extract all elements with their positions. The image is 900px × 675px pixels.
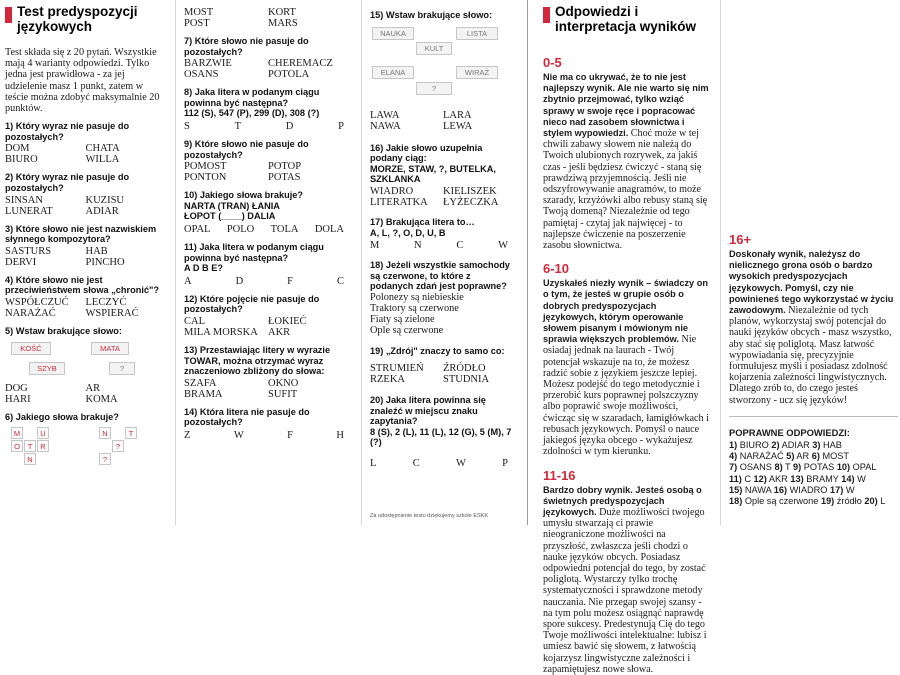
answers-1 bbox=[5, 143, 166, 165]
answer: Z bbox=[184, 429, 191, 441]
answer: L bbox=[370, 457, 377, 469]
answer: OKNO bbox=[268, 377, 299, 389]
test-title: Test predyspozycji językowych bbox=[17, 4, 138, 34]
grid-cell: O bbox=[11, 440, 23, 452]
answer: Ople są czerwone bbox=[370, 325, 444, 337]
question-7: 7) Które słowo nie pasuje do pozostałych? bbox=[184, 36, 309, 57]
results-header bbox=[543, 4, 711, 34]
answers-14 bbox=[184, 430, 352, 441]
grid-cell: N bbox=[99, 427, 111, 439]
answer: OSANS bbox=[184, 69, 219, 81]
range-body: Niezależnie od tych planów, wykorzystaj swój potencjał do nauki języków obcych - masz wszystko, aby stać się poliglotą. Masz łatwość wypowiadania się, precyzyjnie formułujesz myśli i posiadasz zdolność kojarzenia zależności lingwistycznych. Dlatego zrób to, do czego jesteś stworzony - ucz się języków! bbox=[729, 305, 892, 406]
puzzle-tile: KULT bbox=[416, 42, 452, 55]
puzzle-tile: ELANA bbox=[372, 66, 414, 79]
question-8: 8) Jaka litera w podanym ciągu powinna być następna? bbox=[184, 87, 320, 108]
answer: CHEREMACZ bbox=[268, 58, 333, 70]
test-intro: Test składa się z 20 pytań. Wszystkie mają 4 warianty odpowiedzi. Tylko jedna jest prawidłowa - za jej udzielenie masz 1 punkt, zatem w teście można zdobyć maksymalnie 20 punktów. bbox=[5, 47, 160, 115]
answers-2 bbox=[5, 195, 166, 217]
answer: OPAL bbox=[184, 223, 211, 235]
question-17: 17) Brakująca litera to… bbox=[370, 216, 475, 227]
question-10: 10) Jakiego słowa brakuje? bbox=[184, 190, 303, 201]
grid-cell: ? bbox=[99, 453, 111, 465]
answers-17 bbox=[370, 240, 516, 251]
answer: CAL bbox=[184, 315, 205, 327]
answer: POTOLA bbox=[268, 69, 310, 81]
answer-key-row: 7) OSANS 8) T 9) POTAS 10) OPAL bbox=[729, 462, 877, 473]
column-5 bbox=[726, 0, 900, 525]
answer: KIELISZEK bbox=[443, 185, 497, 197]
answer: POTOP bbox=[268, 161, 302, 173]
answer-key-row: 11) C 12) AKR 13) BRAMY 14) W bbox=[729, 473, 866, 484]
answer: ŁYŻECZKA bbox=[443, 196, 499, 208]
answer: POLO bbox=[226, 223, 255, 235]
puzzle-tile: ? bbox=[416, 82, 452, 95]
letter-grid-2 bbox=[99, 427, 137, 465]
question-20-sequence: 8 (S), 2 (L), 11 (L), 12 (G), 5 (M), 7 (?) bbox=[370, 426, 512, 448]
answer: W bbox=[233, 429, 244, 441]
range-text bbox=[543, 278, 711, 457]
answer: POMOST bbox=[184, 161, 227, 173]
grid-cell: U bbox=[37, 427, 49, 439]
answer: STUDNIA bbox=[443, 373, 490, 385]
answer: ADIAR bbox=[85, 205, 119, 217]
range-text bbox=[543, 72, 711, 251]
answers-4 bbox=[5, 297, 166, 319]
answer: T bbox=[234, 120, 242, 132]
answer: KUZISU bbox=[85, 194, 124, 206]
answer: MOST bbox=[184, 7, 214, 18]
question-10-example: NARTA (TRAN) ŁANIA bbox=[184, 200, 280, 211]
range-text bbox=[543, 485, 711, 675]
column-3 bbox=[366, 0, 520, 525]
puzzle-6 bbox=[5, 425, 166, 475]
answer: POTAS bbox=[268, 172, 301, 184]
answer: WSPÓŁCZUĆ bbox=[5, 296, 69, 308]
question-14: 14) Która litera nie pasuje do pozostałych? bbox=[184, 406, 310, 428]
question-6: 6) Jakiego słowa brakuje? bbox=[5, 411, 119, 422]
answer: D bbox=[285, 120, 294, 132]
answer: KOMA bbox=[85, 393, 118, 405]
answer: ŹRÓDŁO bbox=[443, 362, 486, 374]
test-header bbox=[5, 4, 166, 34]
answer: LARA bbox=[443, 109, 472, 121]
answer: DOG bbox=[5, 382, 28, 394]
question-10-puzzle: ŁOPOT (____) DALIA bbox=[184, 211, 276, 222]
answer: PONTON bbox=[184, 172, 227, 184]
answer: SASTURS bbox=[5, 245, 52, 257]
answers-15 bbox=[370, 110, 516, 132]
question-3: 3) Które słowo nie jest nazwiskiem słynnego kompozytora? bbox=[5, 223, 157, 245]
answer: KORT bbox=[268, 7, 296, 18]
answer: ŁOKIEĆ bbox=[268, 315, 307, 327]
question-5: 5) Wstaw brakujące słowo: bbox=[5, 325, 122, 336]
puzzle-15 bbox=[370, 24, 516, 104]
answer: WIADRO bbox=[370, 185, 414, 197]
grid-cell: N bbox=[24, 453, 36, 465]
answers-title: POPRAWNE ODPOWIEDZI: bbox=[729, 426, 850, 438]
answers-6 bbox=[184, 7, 352, 29]
answers-11 bbox=[184, 276, 352, 287]
answer: NARAŻAĆ bbox=[5, 307, 56, 319]
range-label: 6-10 bbox=[543, 261, 570, 277]
question-13: 13) Przestawiając litery w wyrazie TOWAR, można otrzymać wyraz znaczeniowo zbliżony do słowa: bbox=[184, 344, 331, 377]
answer: A bbox=[184, 275, 192, 287]
puzzle-tile: SZYB bbox=[29, 362, 65, 375]
answer: AKR bbox=[268, 326, 291, 338]
question-20: 20) Jaka litera powinna się znaleźć w miejscu znaku zapytania? bbox=[370, 394, 486, 427]
answer: AR bbox=[85, 382, 101, 394]
answer: W bbox=[498, 240, 508, 252]
grid-cell: R bbox=[37, 440, 49, 452]
range-lead: Nie ma co ukrywać, że to nie jest najlepszy wynik. Ale nie warto się nim zbytnio przejmować, tylko wziąć sprawy w swoje ręce i popracować nieco nad zasobem słownictwa i stylem wypowiedzi. bbox=[543, 72, 709, 139]
answer: M bbox=[370, 240, 380, 252]
answers-13 bbox=[184, 378, 352, 400]
answer: STRUMIEŃ bbox=[370, 362, 424, 374]
range-lead: Doskonały wynik, należysz do nielicznego grona osób o bardzo wysokich predyspozycjach językowych. Pomyśl, czy nie powinieneś tego wykorzystać w życiu zawodowym. bbox=[729, 249, 894, 316]
answers-7 bbox=[184, 58, 352, 80]
answer: DOM bbox=[5, 143, 30, 155]
answer-key-row: 1) BIURO 2) ADIAR 3) HAB bbox=[729, 439, 842, 450]
question-12: 12) Które pojęcie nie pasuje do pozostałych? bbox=[184, 293, 320, 315]
answer: RZEKA bbox=[370, 373, 405, 385]
answer: POST bbox=[184, 18, 210, 29]
letter-grid-1 bbox=[11, 427, 49, 465]
answers-18 bbox=[370, 292, 516, 336]
answer-key-row: 15) NAWA 16) WIADRO 17) W bbox=[729, 485, 855, 496]
answers-16 bbox=[370, 186, 516, 208]
question-8-sequence: 112 (S), 547 (P), 299 (D), 308 (?) bbox=[184, 108, 320, 119]
answer: F bbox=[287, 275, 293, 287]
answer: CHATA bbox=[85, 143, 120, 155]
grid-cell: ? bbox=[112, 440, 124, 452]
answer: HARI bbox=[5, 393, 31, 405]
answer: WILLA bbox=[85, 154, 120, 166]
puzzle-tile: LISTA bbox=[456, 27, 498, 40]
answers-5 bbox=[5, 383, 166, 405]
answer: HAB bbox=[85, 245, 108, 257]
question-11-sequence: A D B E? bbox=[184, 263, 223, 274]
answers-19 bbox=[370, 363, 516, 385]
answer: TOLA bbox=[270, 223, 299, 235]
range-lead: Uzyskałeś niezły wynik – świadczy on o tym, że jesteś w grupie osób o dobrych predyspozycjach językowych, którym operowanie słowem pisanym i mówionym nie sprawia większych problemów. bbox=[543, 278, 708, 345]
divider bbox=[729, 416, 898, 417]
answer: BARZWIE bbox=[184, 58, 232, 70]
answer: N bbox=[414, 240, 422, 252]
answers-12 bbox=[184, 316, 352, 338]
puzzle-tile: ? bbox=[109, 362, 135, 375]
answer-key-row: 4) NARAŻAĆ 5) AR 6) MOST bbox=[729, 451, 850, 462]
grid-cell: T bbox=[24, 440, 36, 452]
puzzle-tile: WIRAŻ bbox=[456, 66, 498, 79]
answers-8 bbox=[184, 121, 352, 132]
column-2 bbox=[180, 0, 356, 525]
range-text bbox=[729, 249, 898, 406]
answer: W bbox=[455, 457, 466, 469]
puzzle-tile: MATA bbox=[91, 342, 129, 355]
range-body: Choć może w tej chwili zabawy słowem nie należą do Twoich ulubionych rozrywek, za jakiś czas - jeśli będziesz ćwiczyć - staną się prawdziwą przyjemnością. Jeśli nie odszyfrowywanie anagramów, to może szarady, krzyżówki albo rebusy staną się Twoją domeną? Niezależnie od tego pamiętaj - czytaj jak najwięcej - to najlepsze ćwiczenie na poszerzenie zasobu słownictwa. bbox=[543, 128, 708, 252]
question-16-sequence: MORZE, STAW, ?, BUTELKA, SZKLANKA bbox=[370, 163, 496, 185]
answer: NAWA bbox=[370, 120, 401, 132]
range-label: 16+ bbox=[729, 232, 752, 247]
question-4: 4) Które słowo nie jest przeciwieństwem słowa „chronić"? bbox=[5, 274, 159, 296]
column-4 bbox=[540, 0, 715, 675]
answer: SZAFA bbox=[184, 377, 217, 389]
answer: BRAMA bbox=[184, 388, 223, 400]
range-label: 0-5 bbox=[543, 55, 562, 70]
answer-key-row: 18) Ople są czerwone 19) źródło 20) L bbox=[729, 496, 886, 507]
puzzle-tile: NAUKA bbox=[372, 27, 414, 40]
title-marker bbox=[5, 7, 12, 23]
question-2: 2) Który wyraz nie pasuje do pozostałych? bbox=[5, 172, 130, 193]
range-body: Duże możliwości twojego umysłu stwarzają ci prawie nieograniczone możliwości na przyszłość, zwłaszcza jeśli chodzi o nauke języków obcych. Posiadasz odpowiedni potencjał do tego, by zostać poliglotą. Wystarczy tylko trochę systematyczności i sprawdzone metody nauczania. Nie przegap swojej szansy - na tym polu możesz osiągnąć naprawdę spore sukcesy. Predestynują Cię do tego Twoje możliwości intelektualne: lubisz i umiesz bawić się słowem, z łatwością kojarzysz lingwistyczne zależności i zapamiętujesz nowe słowa. bbox=[543, 506, 707, 675]
question-11: 11) Jaka litera w podanym ciągu powinna być następna? bbox=[184, 241, 324, 263]
answers-10 bbox=[184, 224, 352, 235]
question-17-sequence: A, L, ?, O, D, U, B bbox=[370, 227, 446, 238]
grid-cell: T bbox=[125, 427, 137, 439]
credit-note: Za udostępnienie testu dziękujemy szkole ESKK bbox=[370, 513, 489, 519]
answer: DOLA bbox=[314, 223, 344, 235]
answer: LITERATKA bbox=[370, 196, 428, 208]
question-15: 15) Wstaw brakujące słowo: bbox=[370, 10, 493, 20]
answer: MILA MORSKA bbox=[184, 326, 258, 338]
answer: C bbox=[456, 240, 464, 252]
answer: LUNERAT bbox=[5, 205, 53, 217]
range-label: 11-16 bbox=[543, 467, 576, 483]
answer: LAWA bbox=[370, 109, 400, 121]
answer: SINSAN bbox=[5, 194, 43, 206]
title-marker bbox=[543, 7, 550, 23]
answer: MARS bbox=[268, 18, 298, 29]
question-19: 19) „Zdrój" znaczy to samo co: bbox=[370, 346, 505, 357]
question-18: 18) Jeżeli wszystkie samochody są czerwone, to które z podanych zdań jest poprawne? bbox=[370, 260, 510, 292]
answer: P bbox=[502, 457, 508, 469]
range-body: Nie osiadaj jednak na laurach - Twój potencjał wskazuje na to, że możesz radzić sobie z językiem jeszcze lepiej. Możesz podejść do tego metodycznie i przerobić kurs poprawnej polszczyzny albo poprawić swoje możliwości, ćwicząc się w szaradach, łamigłówkach i rebusach językowych. Pomyśl o nauce jakiegoś języka obcego - wykażujesz zdolności w tym kierunku. bbox=[543, 334, 709, 458]
answer: P bbox=[338, 120, 344, 132]
answers-9 bbox=[184, 161, 352, 183]
answer: H bbox=[336, 429, 344, 441]
answer: SUFIT bbox=[268, 388, 298, 400]
question-9: 9) Które słowo nie pasuje do pozostałych? bbox=[184, 138, 309, 160]
answer: PINCHO bbox=[85, 256, 125, 268]
answer: F bbox=[287, 429, 293, 441]
question-1: 1) Który wyraz nie pasuje do pozostałych? bbox=[5, 121, 130, 142]
puzzle-tile: KOŚĆ bbox=[11, 342, 51, 355]
answer: Polonezy są niebieskie bbox=[370, 291, 464, 303]
answer: C bbox=[412, 457, 420, 469]
results-title: Odpowiedzi i interpretacja wyników bbox=[555, 4, 697, 34]
answer: Traktory są czerwone bbox=[370, 303, 459, 315]
answer: WSPIERAĆ bbox=[85, 307, 139, 319]
range-lead: Bardzo dobry wynik. Jesteś osobą o świetnych predyspozycjach językowych. bbox=[543, 484, 702, 517]
answers-3 bbox=[5, 246, 166, 268]
answer: D bbox=[235, 275, 244, 287]
answer: DERVI bbox=[5, 256, 37, 268]
column-1 bbox=[0, 0, 170, 525]
puzzle-5 bbox=[5, 340, 166, 382]
answer: C bbox=[336, 275, 344, 287]
answer: LECZYĆ bbox=[85, 296, 127, 308]
answer: LEWA bbox=[443, 120, 473, 132]
answer: S bbox=[184, 120, 190, 132]
answer: Fiaty są zielone bbox=[370, 314, 435, 326]
question-16: 16) Jakie słowo uzupełnia podany ciąg: bbox=[370, 142, 483, 164]
answer: BIURO bbox=[5, 154, 38, 166]
answers-20 bbox=[370, 458, 516, 469]
grid-cell: M bbox=[11, 427, 23, 439]
answer-key bbox=[729, 440, 898, 508]
